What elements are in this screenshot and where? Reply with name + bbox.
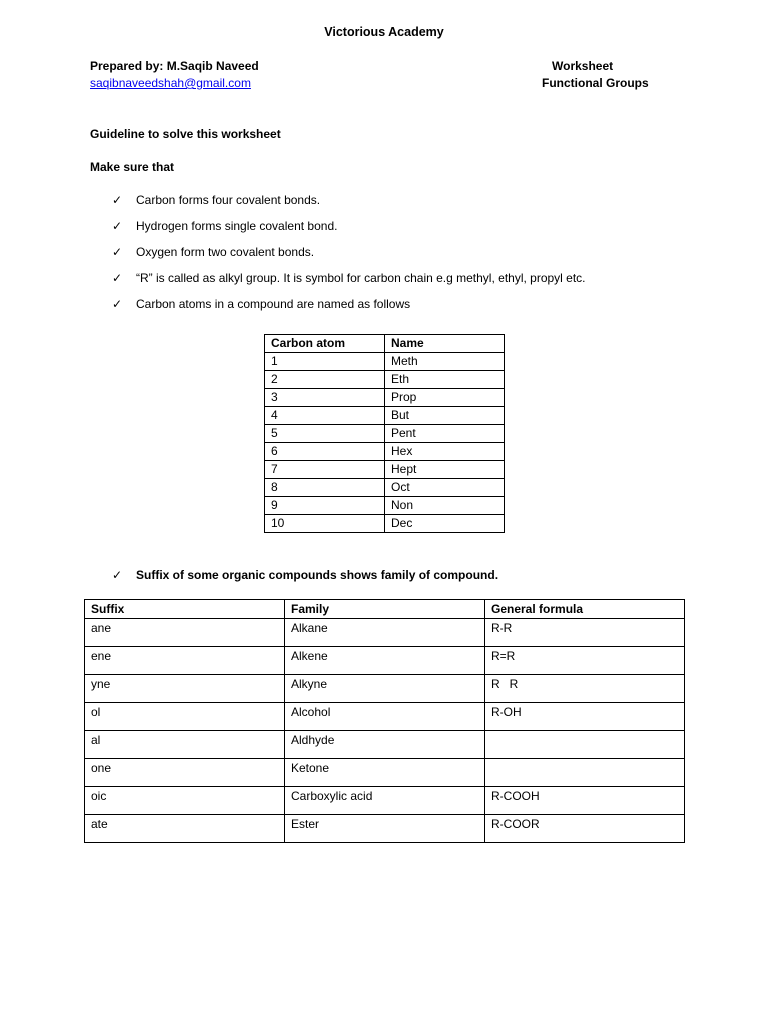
prepared-by: Prepared by: M.Saqib Naveed [90, 59, 259, 73]
bullet-text: Carbon forms four covalent bonds. [136, 193, 321, 207]
checkmark-icon: ✓ [112, 193, 123, 207]
table-row [85, 787, 685, 815]
table-cell: Carboxylic acid [285, 787, 485, 815]
email-link[interactable]: saqibnaveedshah@gmail.com [90, 76, 251, 90]
table-row [265, 515, 505, 533]
bullet-item [112, 271, 586, 285]
table-cell: R-COOR [485, 815, 685, 843]
table-row [85, 619, 685, 647]
bullet-item [112, 245, 314, 259]
table-cell: Pent [385, 425, 505, 443]
table-row [85, 647, 685, 675]
checkmark-icon: ✓ [112, 219, 123, 233]
table-cell: ene [85, 647, 285, 675]
table-cell: oic [85, 787, 285, 815]
table-cell: Ester [285, 815, 485, 843]
table-cell: Alkyne [285, 675, 485, 703]
table-row [265, 497, 505, 515]
column-header: Family [285, 600, 485, 619]
table-cell: 6 [265, 443, 385, 461]
table-row [265, 407, 505, 425]
bullet-text: Hydrogen forms single covalent bond. [136, 219, 338, 233]
table-cell: ol [85, 703, 285, 731]
checkmark-icon: ✓ [112, 245, 123, 259]
table-row [265, 389, 505, 407]
table-cell: Alcohol [285, 703, 485, 731]
table-cell: Hex [385, 443, 505, 461]
table-cell [485, 759, 685, 787]
bullet-text: Carbon atoms in a compound are named as follows [136, 297, 411, 311]
suffix-family-table [84, 599, 685, 843]
table-cell: 10 [265, 515, 385, 533]
table-cell: Alkene [285, 647, 485, 675]
table-cell: ane [85, 619, 285, 647]
bullet-item [112, 193, 320, 207]
table-row [265, 479, 505, 497]
table-cell: 9 [265, 497, 385, 515]
column-header: Carbon atom [265, 335, 385, 353]
table-cell: Non [385, 497, 505, 515]
table-cell: 4 [265, 407, 385, 425]
column-header: Name [385, 335, 505, 353]
table-cell: But [385, 407, 505, 425]
table-cell: Meth [385, 353, 505, 371]
table-cell [485, 731, 685, 759]
table-cell: Oct [385, 479, 505, 497]
checkmark-icon: ✓ [112, 271, 123, 285]
checkmark-icon: ✓ [112, 297, 123, 311]
table-cell: R R [485, 675, 685, 703]
table-header-row [85, 600, 685, 619]
bullet-item [112, 568, 498, 582]
column-header: General formula [485, 600, 685, 619]
bullet-item [112, 219, 337, 233]
table-cell: al [85, 731, 285, 759]
table-cell: R-OH [485, 703, 685, 731]
table-row [265, 371, 505, 389]
document-title: Victorious Academy [324, 25, 444, 39]
table-row [265, 353, 505, 371]
table-cell: Hept [385, 461, 505, 479]
bullet-text: “R” is called as alkyl group. It is symbol for carbon chain e.g methyl, ethyl, propyl etc. [136, 271, 586, 285]
table-cell: Dec [385, 515, 505, 533]
table-row [85, 703, 685, 731]
worksheet-label: Worksheet [552, 59, 614, 73]
table-cell: 2 [265, 371, 385, 389]
column-header: Suffix [85, 600, 285, 619]
table-cell: 3 [265, 389, 385, 407]
table-cell: 8 [265, 479, 385, 497]
table-row [85, 759, 685, 787]
table-cell: Alkane [285, 619, 485, 647]
table-row [85, 815, 685, 843]
guideline-heading: Guideline to solve this worksheet [90, 127, 281, 141]
table-row [85, 731, 685, 759]
topic-label: Functional Groups [542, 76, 649, 90]
table-row [85, 675, 685, 703]
make-sure-heading: Make sure that [90, 160, 175, 174]
table-cell: ate [85, 815, 285, 843]
carbon-naming-table [264, 334, 505, 533]
table-row [265, 461, 505, 479]
bullet-text: Suffix of some organic compounds shows family of compound. [136, 568, 499, 582]
table-cell: 1 [265, 353, 385, 371]
table-cell: Eth [385, 371, 505, 389]
bullet-item [112, 297, 410, 311]
table-cell: Ketone [285, 759, 485, 787]
checkmark-icon: ✓ [112, 568, 123, 582]
table-cell: R=R [485, 647, 685, 675]
bullet-text: Oxygen form two covalent bonds. [136, 245, 315, 259]
table-cell: Aldhyde [285, 731, 485, 759]
table-row [265, 425, 505, 443]
table-cell: R-COOH [485, 787, 685, 815]
table-row [265, 443, 505, 461]
table-cell: one [85, 759, 285, 787]
table-cell: 7 [265, 461, 385, 479]
table-cell: R-R [485, 619, 685, 647]
table-cell: yne [85, 675, 285, 703]
table-header-row [265, 335, 505, 353]
table-cell: Prop [385, 389, 505, 407]
table-cell: 5 [265, 425, 385, 443]
